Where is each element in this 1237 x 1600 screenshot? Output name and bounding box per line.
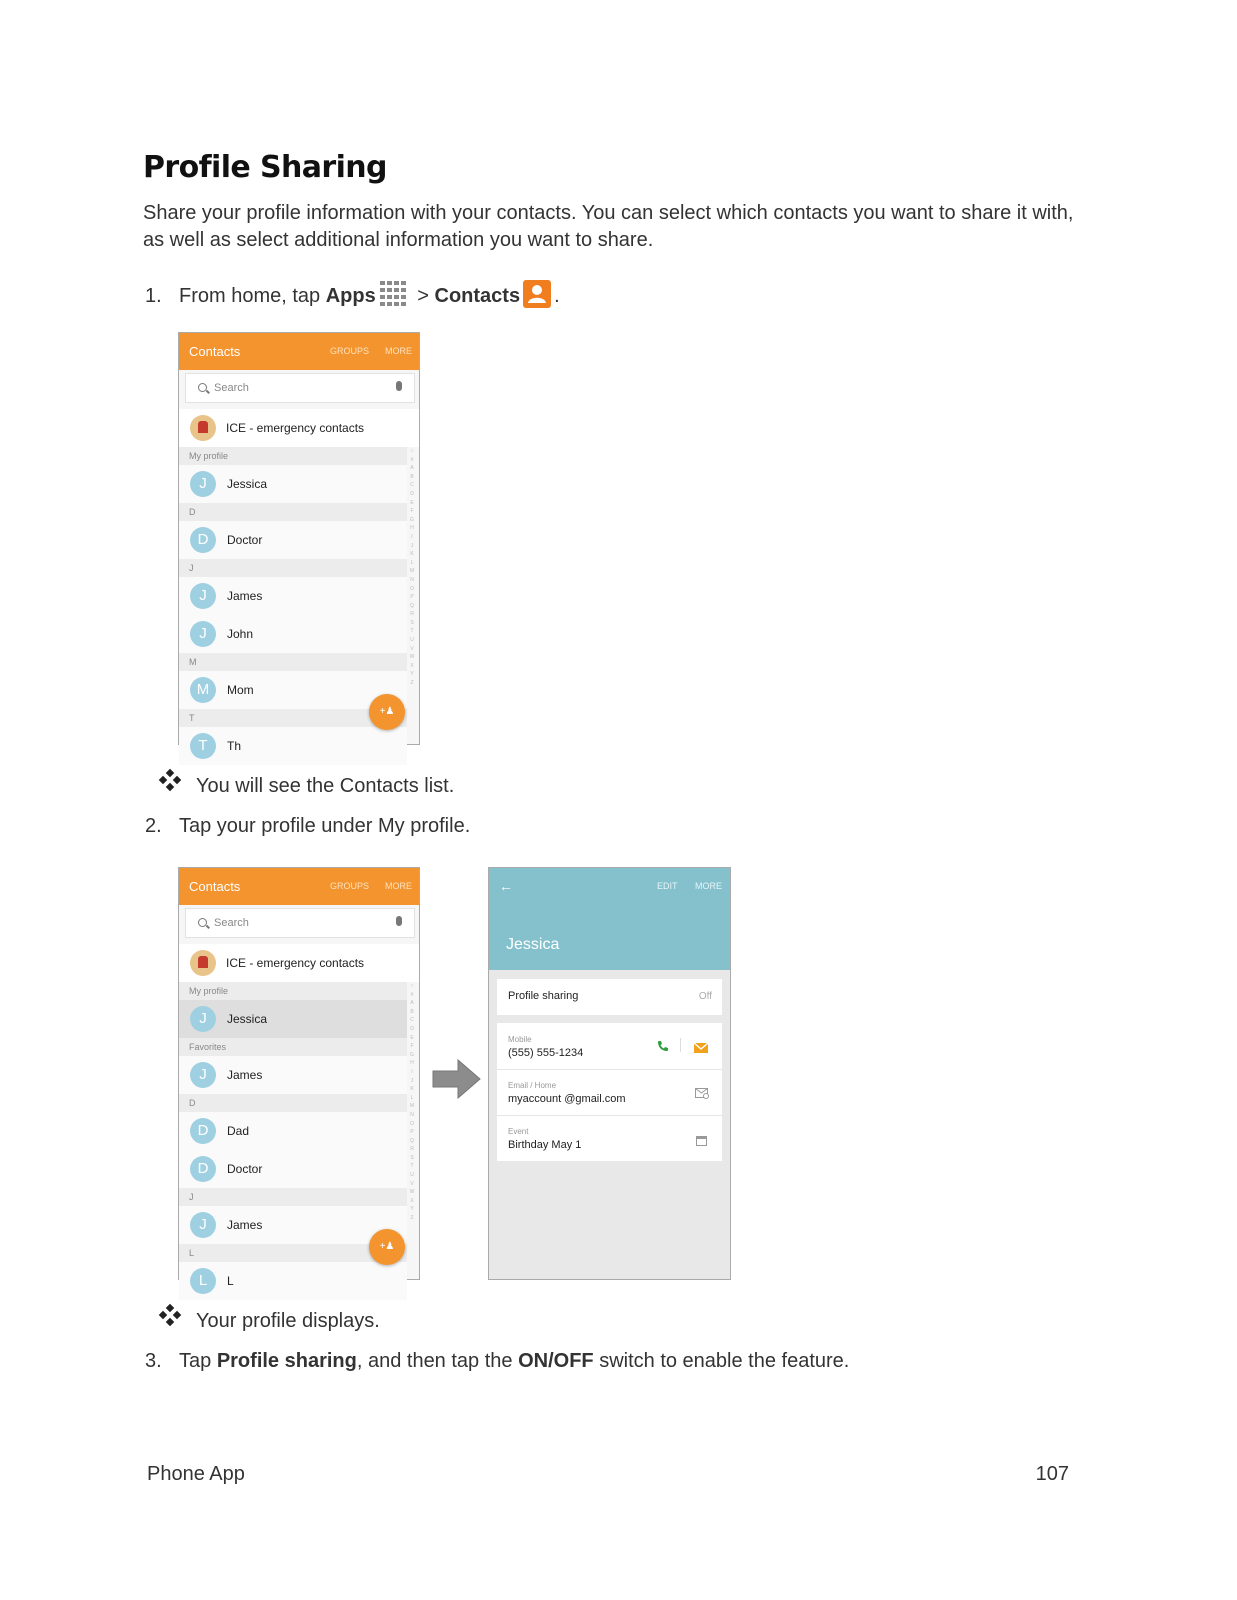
index-letter: A [410,1000,414,1007]
microphone-icon [396,916,402,926]
search-bar: Search [185,908,415,938]
index-letter: E [410,499,414,506]
search-bar: Search [185,373,415,403]
index-letter: Q [410,602,414,609]
index-letter: P [410,594,414,601]
bullet-1: You will see the Contacts list. [160,770,454,798]
index-letter: N [410,1111,414,1118]
contact-row: J James [179,1056,407,1094]
avatar: M [190,677,216,703]
index-letter: F [410,1043,414,1050]
index-letter: B [410,473,414,480]
footer-section-name: Phone App [147,1463,245,1485]
add-contact-icon: +♟ [369,694,405,730]
avatar: J [190,1212,216,1238]
index-letter: Z [410,680,414,687]
avatar: J [190,621,216,647]
index-letter: F [410,508,414,515]
section-header: D [179,1094,407,1112]
alphabet-index [407,982,417,1223]
index-letter: P [410,1129,414,1136]
index-letter: L [410,559,414,566]
index-letter: O [410,585,414,592]
contacts-app-icon [523,280,551,314]
search-icon [198,383,207,392]
ice-badge-icon [190,415,216,441]
search-icon [198,918,207,927]
add-contact-icon: +♟ [369,1229,405,1265]
index-letter: Z [410,1215,414,1222]
contact-row: D Doctor [179,521,407,559]
apps-grid-icon [379,280,409,314]
section-header: J [179,559,407,577]
section-header: My profile [179,982,407,1000]
index-letter: X [410,662,414,669]
index-letter: H [410,1060,414,1067]
index-letter: W [409,1189,415,1196]
index-letter: Y [410,671,414,678]
index-letter: J [410,542,414,549]
index-letter: E [410,1034,414,1041]
contacts-screenshot-1 [178,332,420,754]
contact-row: J John [179,615,407,653]
index-letter: U [410,637,414,644]
index-letter: N [410,576,414,583]
profile-sharing-card: Profile sharing Off [497,979,722,1015]
section-header: D [179,503,407,521]
profile-header: ← EDIT MORE Jessica [489,868,730,970]
avatar: T [190,733,216,759]
step-1: 1. From home, tap Apps > Contacts . [145,280,560,314]
index-letter: I [411,1068,413,1075]
section-header: M [179,653,407,671]
index-letter: Q [410,1137,414,1144]
index-letter: V [410,1180,414,1187]
index-letter: A [410,465,414,472]
message-icon [694,1040,708,1058]
avatar: L [190,1268,216,1294]
index-letter: U [410,1172,414,1179]
contact-row: T Th [179,727,407,765]
index-letter: ☆ [409,983,415,989]
index-letter: G [410,1051,414,1058]
contact-row-highlighted: J Jessica [179,1000,407,1038]
contact-row: D Doctor [179,1150,407,1188]
contact-row: J James [179,577,407,615]
profile-screenshot [488,867,731,1280]
index-letter: # [410,991,414,998]
step-2: 2. Tap your profile under My profile. [145,815,471,837]
bullet-2: Your profile displays. [160,1305,380,1333]
index-letter: T [410,628,414,635]
index-letter: M [409,568,415,575]
index-letter: K [410,551,414,558]
index-letter: S [410,619,414,626]
avatar: J [190,1006,216,1032]
index-letter: M [409,1103,415,1110]
section-header: L [179,1244,407,1262]
avatar: J [190,1062,216,1088]
contacts-header: Contacts GROUPS MORE [179,333,419,370]
index-letter: G [410,516,414,523]
ice-contacts-row: ICE - emergency contacts [179,944,419,982]
diamond-bullet-icon [160,770,182,790]
step-3: 3. Tap Profile sharing, and then tap the ON/OFF switch to enable the feature. [145,1350,850,1372]
ice-badge-icon [190,950,216,976]
ice-contacts-row: ICE - emergency contacts [179,409,419,447]
index-letter: Y [410,1206,414,1213]
page-title: Profile Sharing [143,150,387,185]
avatar: J [190,583,216,609]
index-letter: J [410,1077,414,1084]
index-letter: C [410,1017,414,1024]
index-letter: R [410,611,414,618]
contact-row: D Dad [179,1112,407,1150]
index-letter: ☆ [409,448,415,454]
index-letter: D [410,1025,414,1032]
section-header: My profile [179,447,407,465]
intro-paragraph: Share your profile information with your contacts. You can select which contacts you want to share it with, as well as select additional information you want to share. [143,202,1074,251]
section-header: J [179,1188,407,1206]
diamond-bullet-icon [160,1305,182,1325]
index-letter: D [410,490,414,497]
index-letter: X [410,1197,414,1204]
contacts-header: Contacts GROUPS MORE [179,868,419,905]
back-arrow-icon: ← [499,878,513,894]
contacts-screenshot-2 [178,867,420,1289]
index-letter: H [410,525,414,532]
index-letter: W [409,654,415,661]
index-letter: O [410,1120,414,1127]
profile-details-card: Mobile (555) 555-1234 Email / Home myaccount @gmail.com Event Birthday May 1 [497,1023,722,1161]
alphabet-index [407,447,417,688]
index-letter: B [410,1008,414,1015]
index-letter: I [411,533,413,540]
calendar-icon [696,1133,707,1151]
index-letter: C [410,482,414,489]
contact-row: J James [179,1206,407,1244]
email-icon [695,1086,709,1104]
contact-row: M Mom [179,671,407,709]
index-letter: K [410,1086,414,1093]
avatar: D [190,1118,216,1144]
index-letter: L [410,1094,414,1101]
index-letter: S [410,1154,414,1161]
index-letter: R [410,1146,414,1153]
microphone-icon [396,381,402,391]
section-header: T [179,709,407,727]
section-header: Favorites [179,1038,407,1056]
footer-page-number: 107 [1035,1463,1069,1485]
index-letter: T [410,1163,414,1170]
contact-row: L L [179,1262,407,1300]
contact-row: J Jessica [179,465,407,503]
avatar: D [190,1156,216,1182]
avatar: J [190,471,216,497]
avatar: D [190,527,216,553]
index-letter: # [410,456,414,463]
right-arrow-icon [432,1058,482,1105]
phone-icon [657,1039,669,1057]
index-letter: V [410,645,414,652]
